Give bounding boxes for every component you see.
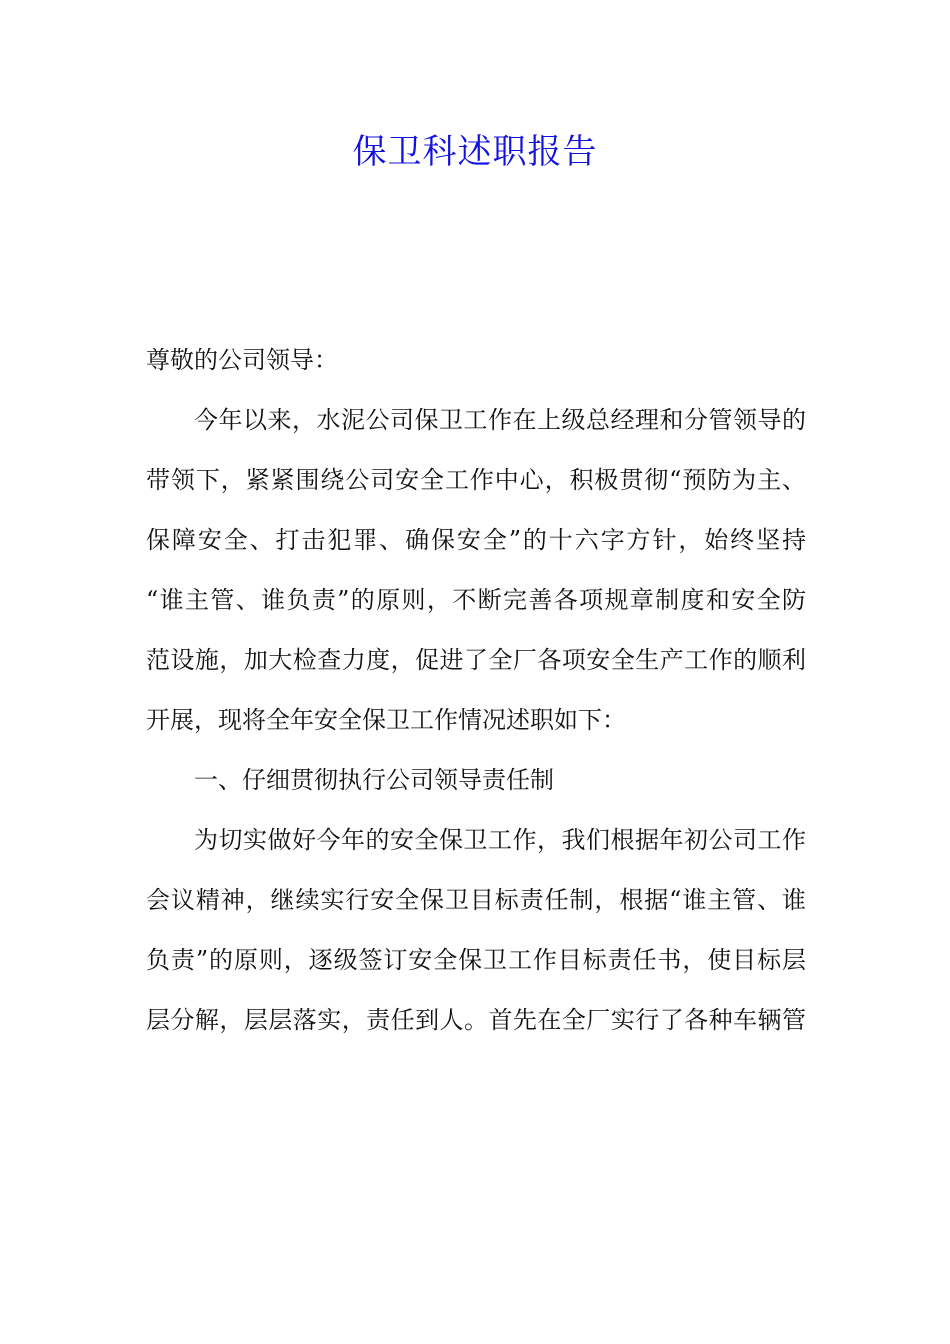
paragraph-line: 开展，现将全年安全保卫工作情况述职如下： (146, 706, 626, 734)
salutation-line: 尊敬的公司领导： (146, 346, 338, 374)
paragraph-line: 带领下，紧紧围绕公司安全工作中心，积极贯彻“预防为主、 (146, 466, 806, 494)
paragraph-line: 今年以来，水泥公司保卫工作在上级总经理和分管领导的 (194, 406, 806, 434)
document-body (146, 330, 806, 1050)
document-title: 保卫科述职报告 (352, 132, 598, 172)
paragraph-line: 保障安全、打击犯罪、确保安全”的十六字方针，始终坚持 (146, 526, 806, 554)
section-heading: 一、仔细贯彻执行公司领导责任制 (194, 766, 554, 794)
paragraph-line: 层分解，层层落实，责任到人。首先在全厂实行了各种车辆管 (146, 1006, 806, 1034)
paragraph-line: 会议精神，继续实行安全保卫目标责任制，根据“谁主管、谁 (146, 886, 806, 914)
paragraph-line: 负责”的原则，逐级签订安全保卫工作目标责任书，使目标层 (146, 946, 806, 974)
paragraph-line: “谁主管、谁负责”的原则，不断完善各项规章制度和安全防 (146, 586, 806, 614)
paragraph-line: 为切实做好今年的安全保卫工作，我们根据年初公司工作 (194, 826, 806, 854)
paragraph-line: 范设施，加大检查力度，促进了全厂各项安全生产工作的顺利 (146, 646, 806, 674)
